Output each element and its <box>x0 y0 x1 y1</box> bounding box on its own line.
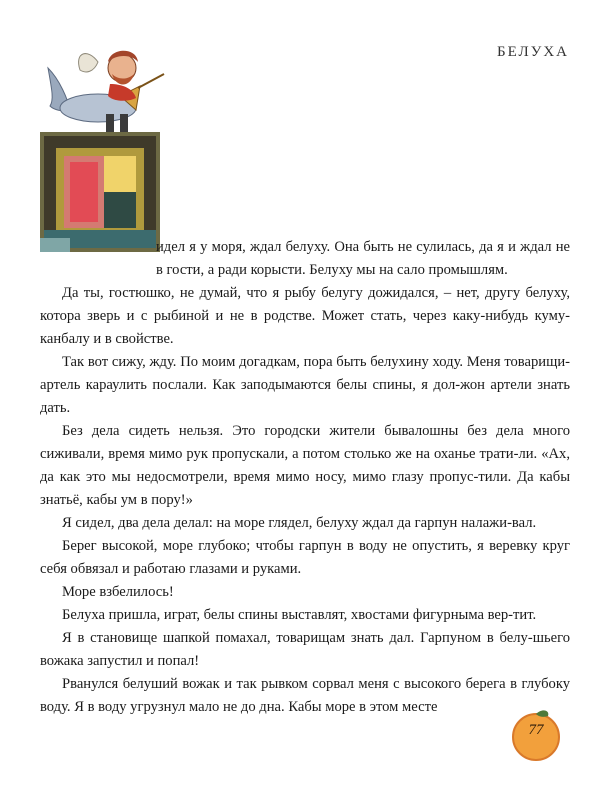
paragraph: Рванулся белуший вожак и так рывком сорвал меня с высокого берега в глубоку воду. Я в воду угрузнул мало не до дна. Кабы море в этом месте <box>40 676 570 715</box>
running-title: БЕЛУХА <box>496 44 569 60</box>
body-text <box>40 236 570 719</box>
paragraph: Я в становище шапкой помахал, товарищам знать дал. Гарпуном в белу-шьего вожака запустил и попал! <box>40 630 570 669</box>
page-number: 77 <box>528 722 544 738</box>
paragraph: Так вот сижу, жду. По моим догадкам, пора быть белухину ходу. Меня товарищи-артель караулить послали. Как заподымаются белы спины, я дол-жон артели знать дать. <box>40 354 570 416</box>
paragraph: идел я у моря, ждал белуху. Она быть не сулилась, да я и ждал не в гости, а ради корысти. Белуху мы на сало промышлям. <box>156 239 570 278</box>
wing-icon <box>79 54 98 72</box>
paragraph: Без дела сидеть нельзя. Это городски жители бывалошны без дела много сиживали, время мимо рук пропускали, а потом столько же на оханье трати-ли. «Ах, да как это мы недосмотрели, время мимо носу, мимо глазу пропус-тили. Да кабы знатьё, кабы ум в пору!» <box>40 423 570 508</box>
paragraph: Море взбелилось! <box>62 584 174 600</box>
paragraph: Берег высокой, море глубоко; чтобы гарпун в воду не опустить, я веревку круг себя обвязал и работаю глазами и руками. <box>40 538 570 577</box>
drop-cap-illustration <box>40 40 170 255</box>
red-shirt <box>108 84 136 101</box>
paragraph: Белуха пришла, играт, белы спины выставлят, хвостами фигурныма вер-тит. <box>62 607 537 623</box>
page-number-badge <box>508 708 566 762</box>
paragraph: Я сидел, два дела делал: на море глядел, белуху ждал да гарпун налажи-вал. <box>62 515 537 531</box>
paragraph: Да ты, гостюшко, не думай, что я рыбу белугу дожидался, – нет, другу белуху, котора зверь и с рыбиной и не в родстве. Может стать, через каку-нибудь куму-канбалу и в свойстве. <box>40 285 570 347</box>
